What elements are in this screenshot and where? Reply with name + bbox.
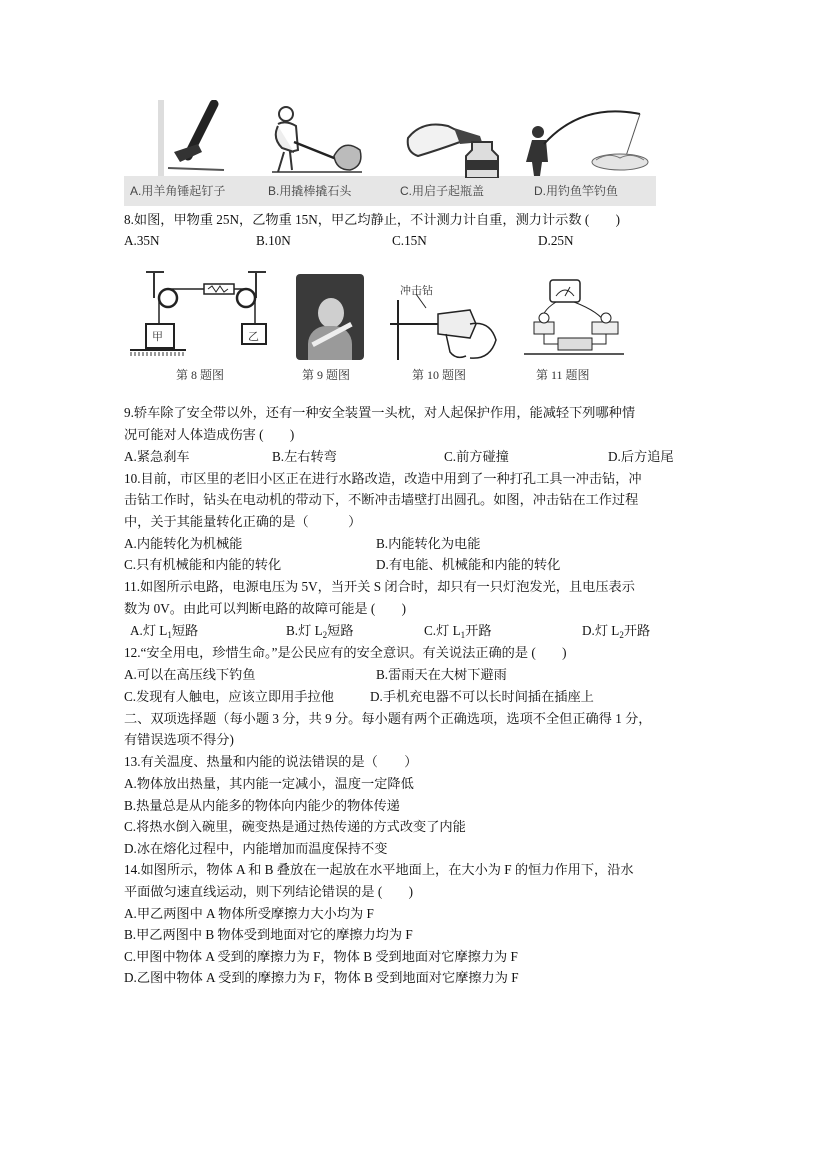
- q8-stem: 8.如图，甲物重 25N，乙物重 15N，甲乙均静止，不计测力计自重，测力计示数 ( ): [124, 212, 620, 227]
- q8-option-d: D.25N: [538, 233, 574, 248]
- q11-option-b-pre: B.灯 L: [286, 623, 323, 638]
- q11-option-c-post: 开路: [465, 623, 492, 638]
- q9-option-b: B.左右转弯: [272, 449, 337, 464]
- q10-stem-line2: 击钻工作时，钻头在电动机的带动下，不断冲击墙壁打出圆孔。如图，冲击钻在工作过程: [124, 492, 639, 507]
- q9-stem-line2: 况可能对人体造成伤害 ( ): [124, 427, 295, 442]
- fig10-caption: 第 10 题图: [412, 368, 467, 382]
- q12-option-d: D.手机充电器不可以长时间插在插座上: [370, 689, 594, 704]
- q11-option-d-post: 开路: [623, 623, 651, 638]
- fig8-pulley-diagram: [126, 262, 276, 362]
- q11-option-a-pre: A.灯 L: [130, 623, 168, 638]
- q14-stem-line2: 平面做匀速直线运动，则下列结论错误的是 ( ): [124, 884, 414, 899]
- fig9-caption: 第 9 题图: [302, 368, 351, 382]
- claw-hammer-image: [152, 100, 232, 180]
- fig9-face: [318, 298, 344, 328]
- q8-option-c: C.15N: [392, 233, 427, 248]
- q11-option-a-post: 短路: [171, 623, 199, 638]
- fig9-headrest-photo: [296, 274, 364, 360]
- q8-option-b: B.10N: [256, 233, 291, 248]
- q13-option-d: D.冰在熔化过程中，内能增加而温度保持不变: [124, 841, 388, 856]
- q12-stem: 12.“安全用电，珍惜生命。”是公民应有的安全意识。有关说法正确的是 ( ): [124, 645, 567, 660]
- q14-option-a: A.甲乙两图中 A 物体所受摩擦力大小均为 F: [124, 906, 374, 921]
- q11-option-a: [130, 622, 198, 644]
- q11-option-a-sub: 1: [167, 630, 172, 640]
- q11-option-c-sub: 1: [460, 630, 466, 640]
- q13-stem: 13.有关温度、热量和内能的说法错误的是（ ）: [124, 754, 418, 769]
- q12-option-b: B.雷雨天在大树下避雨: [376, 667, 507, 682]
- q11-option-b-sub: 2: [322, 630, 328, 640]
- caption-d: D.用钓鱼竿钓鱼: [534, 184, 619, 198]
- figures-strip: [124, 262, 628, 386]
- fig11-caption: 第 11 题图: [536, 368, 590, 382]
- q11-stem-line1: 11.如图所示电路，电源电压为 5V，当开关 S 闭合时，却只有一只灯泡发光，且电压表示: [124, 579, 635, 594]
- q11-option-c: [424, 622, 492, 644]
- q11-option-b-post: 短路: [327, 623, 354, 638]
- q10-option-b: B.内能转化为电能: [376, 536, 481, 551]
- fig8-caption: 第 8 题图: [176, 368, 225, 382]
- q14-option-d: D.乙图中物体 A 受到的摩擦力为 F，物体 B 受到地面对它摩擦力为 F: [124, 970, 519, 985]
- caption-b: B.用撬棒撬石头: [268, 184, 352, 198]
- fig10-drill-label: 冲击钻: [400, 285, 433, 297]
- caption-a: A.用羊角锤起钉子: [130, 184, 226, 198]
- section2-heading-line1: 二、双项选择题（每小题 3 分，共 9 分。每小题有两个正确选项，选项不全但正确得 1 分，: [124, 711, 652, 726]
- q10-option-c: C.只有机械能和内能的转化: [124, 557, 282, 572]
- crowbar-worker-image: [264, 104, 364, 176]
- q10-option-a: A.内能转化为机械能: [124, 536, 243, 551]
- q11-option-c-pre: C.灯 L: [424, 623, 461, 638]
- q11-stem-line2: 数为 0V。由此可以判断电路的故障可能是 ( ): [124, 601, 407, 616]
- q10-stem-line1: 10.目前，市区里的老旧小区正在进行水路改造，改造中用到了一种打孔工具一冲击钻，冲: [124, 471, 642, 486]
- section2-heading-line2: 有错误选项不得分): [124, 732, 234, 747]
- q11-option-d: [582, 622, 650, 644]
- q12-option-a: A.可以在高压线下钓鱼: [124, 667, 256, 682]
- q13-option-c: C.将热水倒入碗里，碗变热是通过热传递的方式改变了内能: [124, 819, 466, 834]
- q13-option-a: A.物体放出热量，其内能一定减小，温度一定降低: [124, 776, 414, 791]
- caption-c: C.用启子起瓶盖: [400, 184, 485, 198]
- q9-stem-line1: 9.轿车除了安全带以外，还有一种安全装置一头枕，对人起保护作用，能减轻下列哪种情: [124, 405, 636, 420]
- q11-option-b: [286, 622, 354, 644]
- fishing-rod-image: [522, 100, 652, 180]
- bottle-opener-image: [402, 106, 502, 178]
- q14-option-c: C.甲图中物体 A 受到的摩擦力为 F，物体 B 受到地面对它摩擦力为 F: [124, 949, 518, 964]
- top-image-strip: [124, 100, 656, 210]
- q8-option-a: A.35N: [124, 233, 160, 248]
- q14-option-b: B.甲乙两图中 B 物体受到地面对它的摩擦力均为 F: [124, 927, 413, 942]
- q11-option-d-pre: D.灯 L: [582, 623, 620, 638]
- fig8-label-jia: 甲: [152, 331, 163, 343]
- q12-option-c: C.发现有人触电，应该立即用手拉他: [124, 689, 334, 704]
- fig11-circuit-diagram: [520, 272, 628, 362]
- q11-option-d-sub: 2: [619, 630, 624, 640]
- q13-option-b: B.热量总是从内能多的物体向内能少的物体传递: [124, 798, 400, 813]
- fig8-label-yi: 乙: [248, 331, 259, 343]
- q10-stem-line3: 中，关于其能量转化正确的是（ ）: [124, 514, 362, 529]
- q9-option-c: C.前方碰撞: [444, 449, 509, 464]
- q9-option-a: A.紧急刹车: [124, 449, 190, 464]
- q14-stem-line1: 14.如图所示，物体 A 和 B 叠放在一起放在水平地面上，在大小为 F 的恒力作用下，沿水: [124, 862, 634, 877]
- q9-option-d: D.后方追尾: [608, 449, 674, 464]
- q10-option-d: D.有电能、机械能和内能的转化: [376, 557, 561, 572]
